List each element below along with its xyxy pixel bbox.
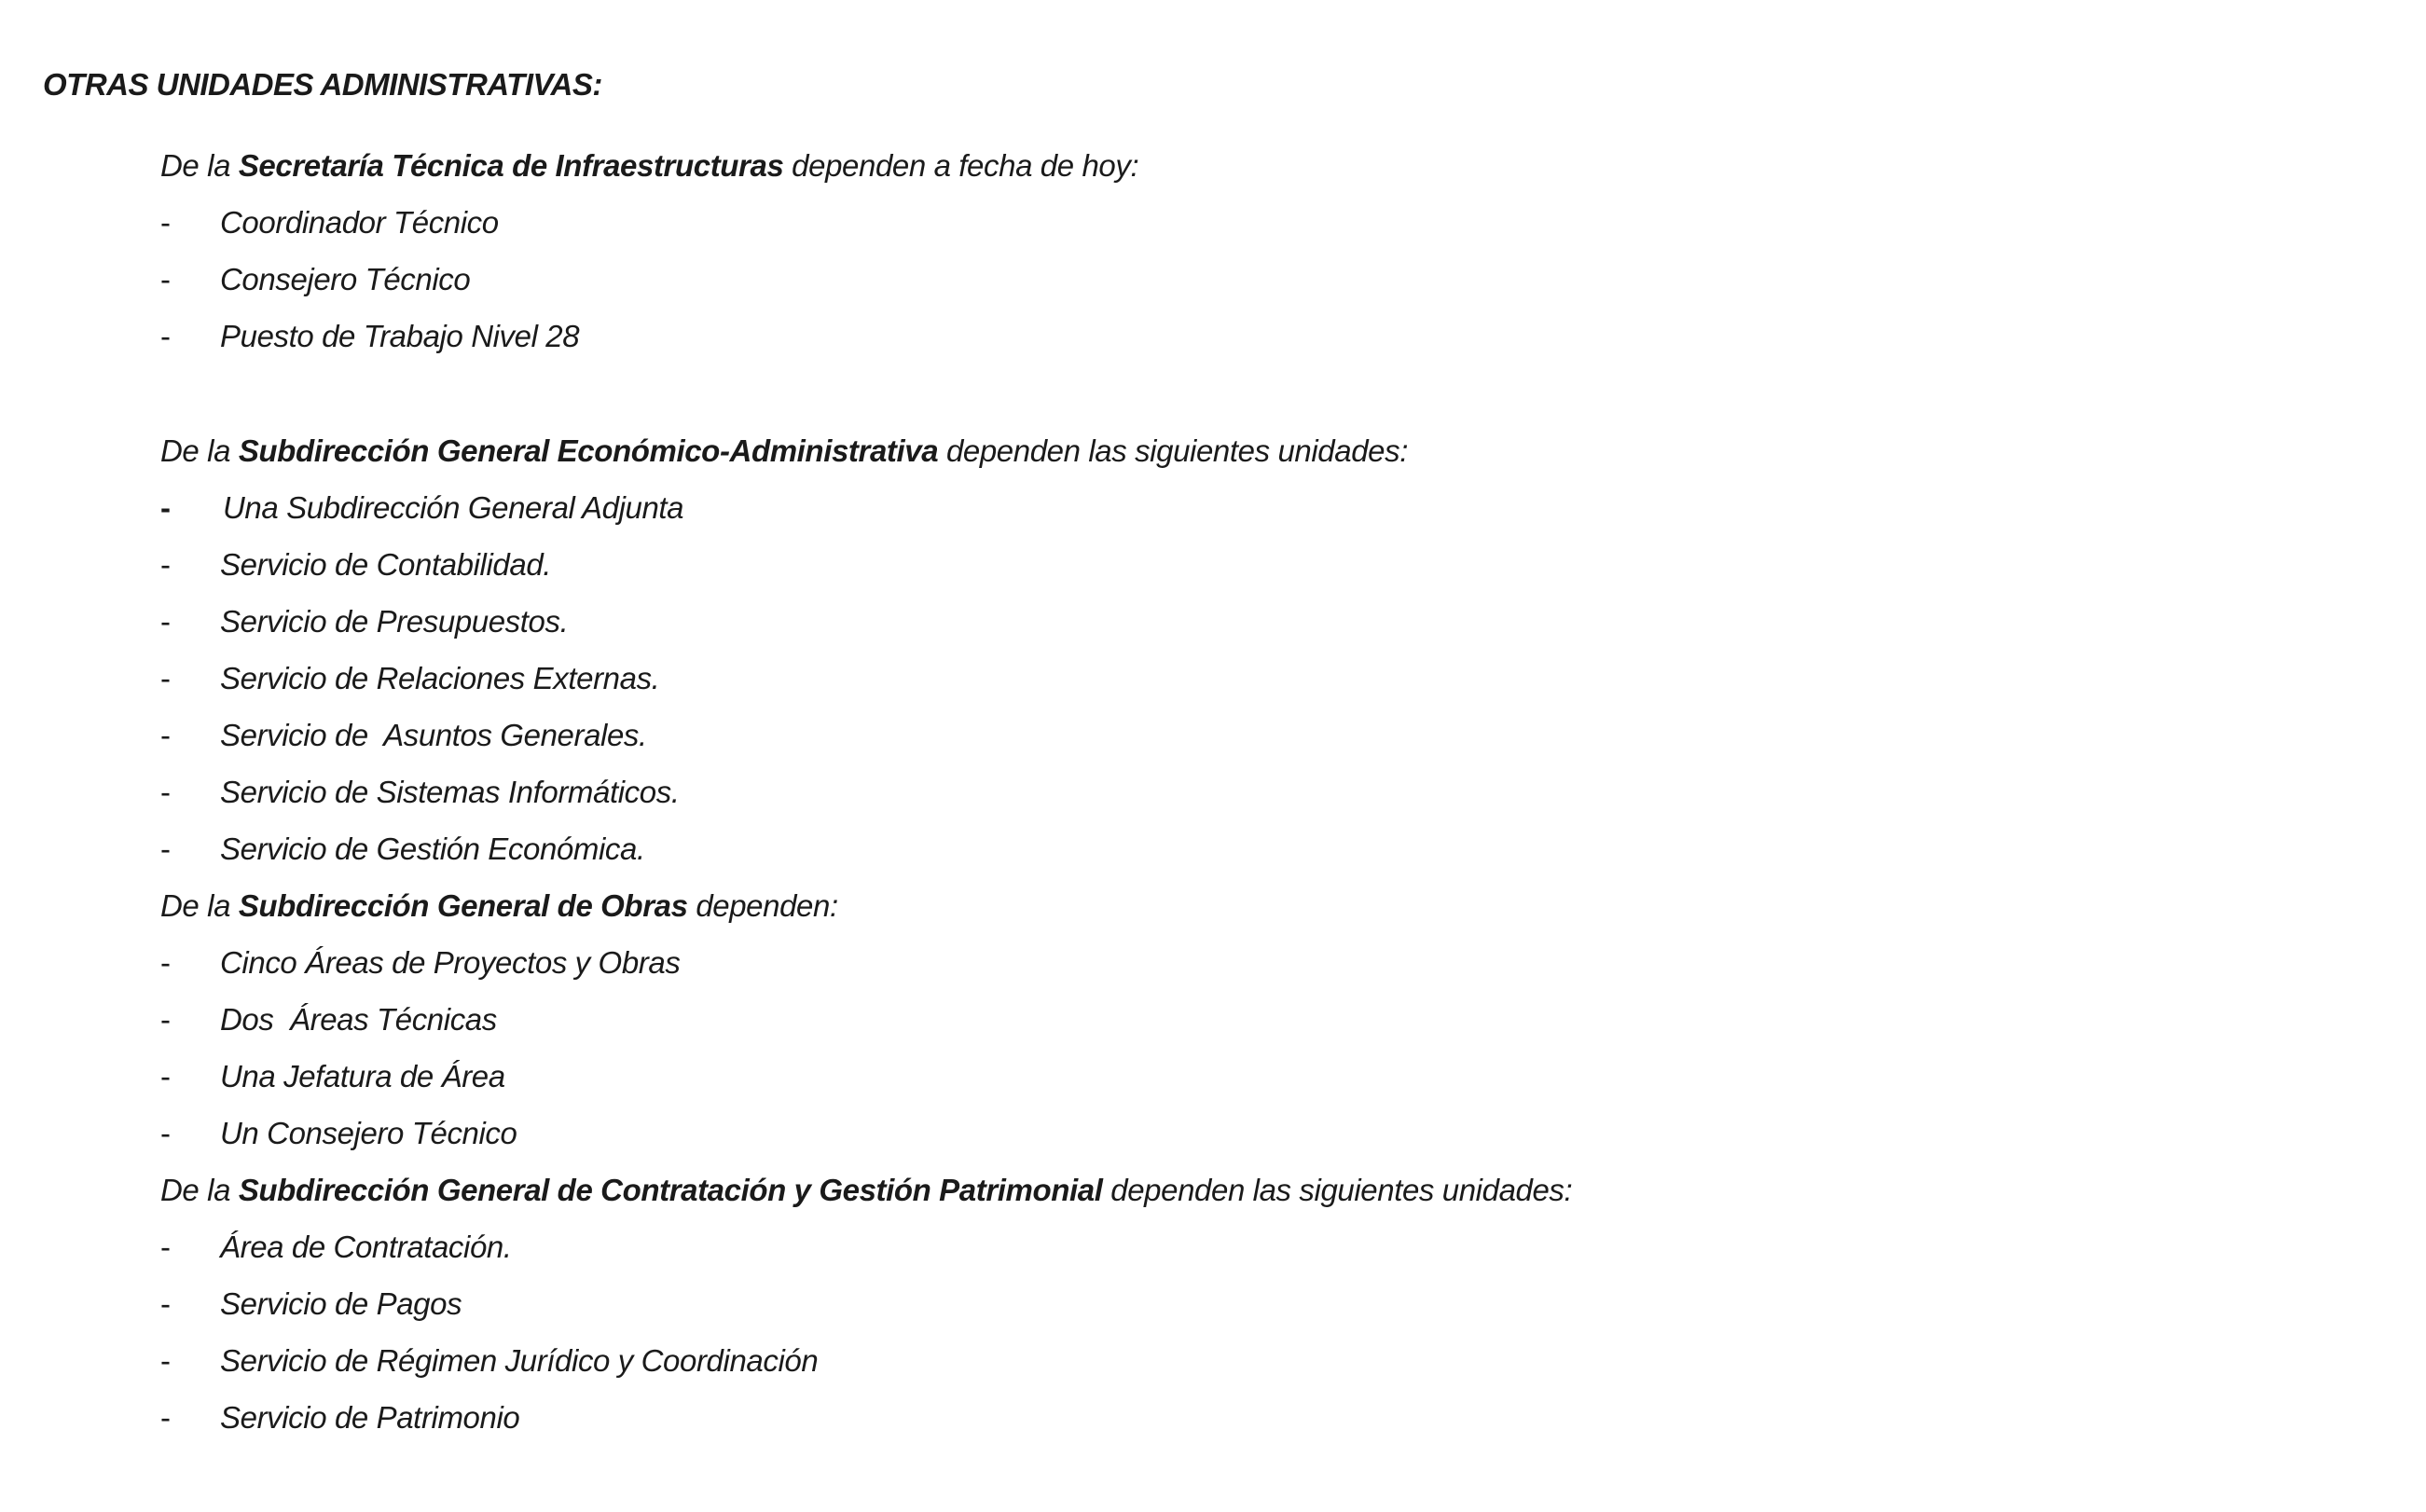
bullet-dash: -: [160, 1002, 171, 1037]
list-item-text: Coordinador Técnico: [220, 205, 499, 240]
bullet-dash: -: [160, 1343, 171, 1378]
list-item-text: Servicio de Régimen Jurídico y Coordinación: [220, 1343, 819, 1378]
intro-prefix: De la: [160, 433, 239, 468]
list-item-text: Una Jefatura de Área: [220, 1059, 505, 1093]
list-item-text: Servicio de Contabilidad.: [220, 547, 552, 582]
unit-name: Subdirección General de Obras: [238, 888, 688, 923]
list-item-text: Servicio de Relaciones Externas.: [220, 661, 660, 695]
intro-prefix: De la: [160, 888, 239, 923]
intro-suffix: dependen:: [687, 888, 838, 923]
list-item-text: Área de Contratación.: [220, 1230, 512, 1264]
list-item-text: Consejero Técnico: [220, 262, 471, 296]
bullet-dash: -: [160, 604, 171, 639]
bullet-dash: -: [160, 547, 171, 582]
list-item-text: Servicio de Pagos: [220, 1286, 462, 1321]
intro-suffix: dependen a fecha de hoy:: [783, 148, 1139, 183]
bullet-dash: -: [160, 1230, 171, 1264]
unit-name: Subdirección General Económico-Administrativa: [238, 433, 939, 468]
intro-prefix: De la: [160, 1173, 239, 1207]
list-item-text: Puesto de Trabajo Nivel 28: [220, 319, 580, 353]
unit-name: Secretaría Técnica de Infraestructuras: [238, 148, 784, 183]
bullet-dash: -: [160, 1059, 171, 1093]
bullet-dash: -: [160, 1286, 171, 1321]
section-intro-contratacion: [160, 1172, 1572, 1209]
bullet-dash: -: [160, 832, 171, 866]
list-item-text: Una Subdirección General Adjunta: [223, 490, 684, 525]
intro-suffix: dependen las siguientes unidades:: [938, 433, 1408, 468]
bullet-dash: -: [160, 945, 171, 980]
list-item-text: Servicio de Asuntos Generales.: [220, 718, 647, 752]
bullet-dash: -: [160, 661, 171, 695]
section-intro-economico: [160, 433, 1408, 470]
section-intro-secretaria: [160, 147, 1138, 185]
intro-suffix: dependen las siguientes unidades:: [1102, 1173, 1573, 1207]
intro-prefix: De la: [160, 148, 239, 183]
list-item-text: Servicio de Sistemas Informáticos.: [220, 775, 680, 809]
section-intro-obras: [160, 887, 838, 925]
bullet-dash: -: [160, 1116, 171, 1150]
list-item-text: Servicio de Gestión Económica.: [220, 832, 645, 866]
bullet-dash: -: [160, 718, 171, 752]
unit-name: Subdirección General de Contratación y Gestión Patrimonial: [238, 1173, 1103, 1207]
list-item-text: Un Consejero Técnico: [220, 1116, 517, 1150]
section-heading: OTRAS UNIDADES ADMINISTRATIVAS:: [43, 67, 602, 102]
list-item-text: Servicio de Patrimonio: [220, 1400, 520, 1435]
bullet-dash: -: [160, 1400, 171, 1435]
bullet-dash: -: [160, 262, 171, 296]
bullet-dash: -: [160, 319, 171, 353]
list-item-text: Dos Áreas Técnicas: [220, 1002, 497, 1037]
list-item-text: Servicio de Presupuestos.: [220, 604, 569, 639]
bullet-dash: -: [160, 490, 171, 525]
bullet-dash: -: [160, 775, 171, 809]
list-item-text: Cinco Áreas de Proyectos y Obras: [220, 945, 681, 980]
bullet-dash: -: [160, 205, 171, 240]
